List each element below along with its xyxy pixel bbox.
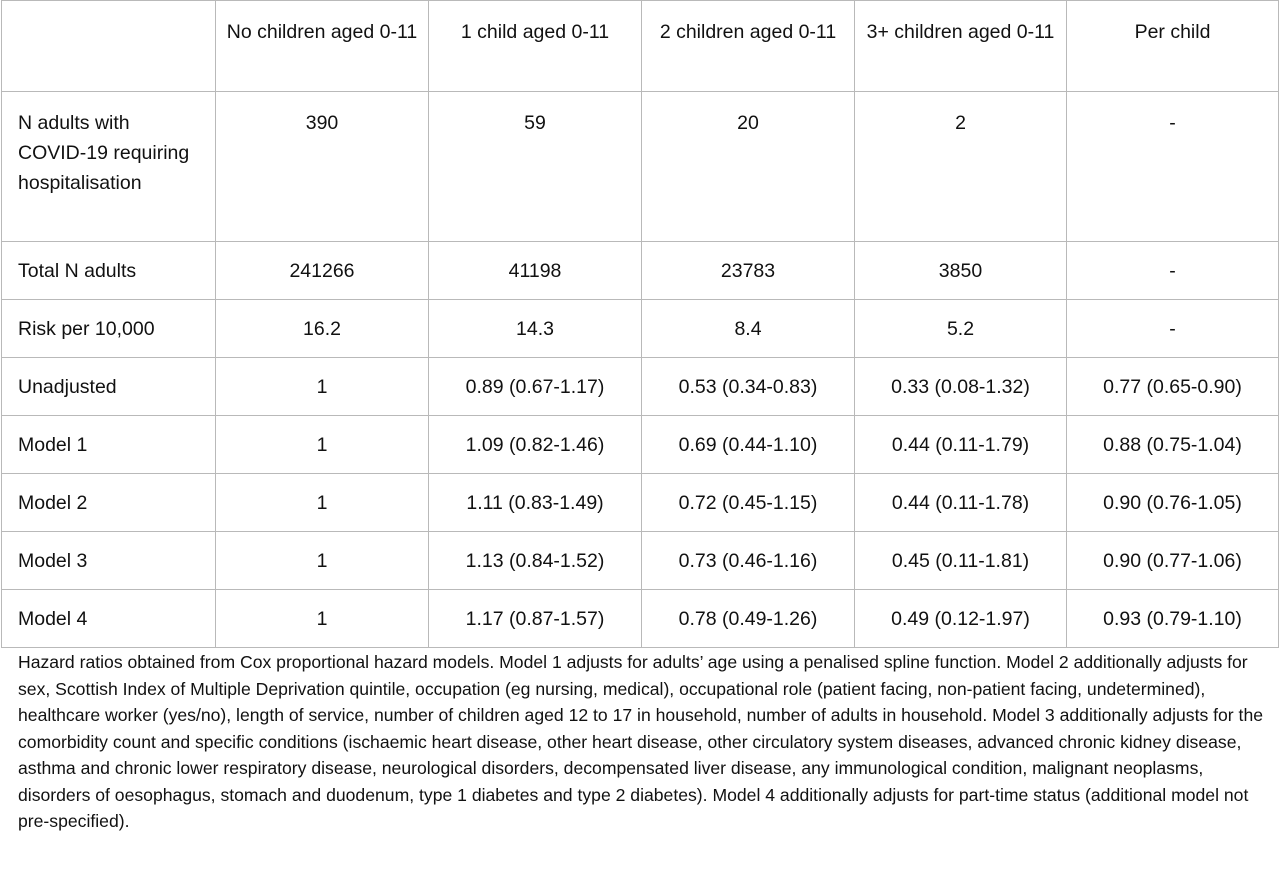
table-cell: 23783 — [642, 242, 855, 300]
table-cell: 8.4 — [642, 300, 855, 358]
table-cell: 0.93 (0.79-1.10) — [1067, 590, 1279, 648]
table-footnote: Hazard ratios obtained from Cox proportional hazard models. Model 1 adjusts for adults’ age using a penalised spline function. Model 2 additionally adjusts for sex, Scottish Index of Multiple Deprivation quintile, occupation (eg nursing, medical), occupational role (patient facing, non-patient facing, undetermined), healthcare worker (yes/no), length of service, number of children aged 12 to 17 in household, number of adults in household. Model 3 additionally adjusts for the comorbidity count and specific conditions (ischaemic heart disease, other heart disease, other circulatory system diseases, advanced chronic kidney disease, asthma and chronic lower respiratory disease, neurological disorders, decompensated liver disease, any immunological condition, malignant neoplasms, disorders of oesophagus, stomach and duodenum, type 1 diabetes and type 2 diabetes). Model 4 additionally adjusts for part-time status (additional model not pre-specified). — [18, 652, 1264, 831]
column-header-3-plus-children: 3+ children aged 0-11 — [855, 1, 1067, 92]
table-row — [2, 532, 1279, 590]
row-label: Model 2 — [2, 474, 216, 532]
table-cell: 1.11 (0.83-1.49) — [429, 474, 642, 532]
table-cell: 0.69 (0.44-1.10) — [642, 416, 855, 474]
table-cell: 0.33 (0.08-1.32) — [855, 358, 1067, 416]
column-header-no-children: No children aged 0-11 — [216, 1, 429, 92]
table-cell: 0.90 (0.77-1.06) — [1067, 532, 1279, 590]
row-label: Total N adults — [2, 242, 216, 300]
table-cell: 1.13 (0.84-1.52) — [429, 532, 642, 590]
table-cell: 1 — [216, 358, 429, 416]
row-label: N adults with COVID-19 requiring hospitalisation — [2, 92, 216, 242]
table-cell: - — [1067, 92, 1279, 242]
column-header-2-children: 2 children aged 0-11 — [642, 1, 855, 92]
table-cell: 2 — [855, 92, 1067, 242]
table-cell: 1 — [216, 590, 429, 648]
table-cell: 1.17 (0.87-1.57) — [429, 590, 642, 648]
table-cell: 1 — [216, 474, 429, 532]
table-cell: 0.44 (0.11-1.78) — [855, 474, 1067, 532]
table-cell: 1 — [216, 416, 429, 474]
table-cell: - — [1067, 300, 1279, 358]
table-row — [2, 474, 1279, 532]
table-cell: 16.2 — [216, 300, 429, 358]
table-row — [2, 358, 1279, 416]
table-cell: 0.45 (0.11-1.81) — [855, 532, 1067, 590]
table-cell: 41198 — [429, 242, 642, 300]
row-label: Unadjusted — [2, 358, 216, 416]
table-cell: 0.90 (0.76-1.05) — [1067, 474, 1279, 532]
table-cell: 59 — [429, 92, 642, 242]
table-row — [2, 590, 1279, 648]
table-cell: 0.72 (0.45-1.15) — [642, 474, 855, 532]
table-header-row — [2, 1, 1279, 92]
table-cell: 0.77 (0.65-0.90) — [1067, 358, 1279, 416]
table-cell: 0.53 (0.34-0.83) — [642, 358, 855, 416]
table-cell: 14.3 — [429, 300, 642, 358]
results-table — [1, 0, 1279, 648]
row-label: Model 4 — [2, 590, 216, 648]
table-cell: 0.89 (0.67-1.17) — [429, 358, 642, 416]
row-label: Model 3 — [2, 532, 216, 590]
table-row — [2, 416, 1279, 474]
table-row — [2, 92, 1279, 242]
table-cell: 5.2 — [855, 300, 1067, 358]
table-cell: 1.09 (0.82-1.46) — [429, 416, 642, 474]
table-row — [2, 300, 1279, 358]
table-cell: 3850 — [855, 242, 1067, 300]
column-header-blank — [2, 1, 216, 92]
table-cell: 0.44 (0.11-1.79) — [855, 416, 1067, 474]
table-row — [2, 242, 1279, 300]
table-cell: 390 — [216, 92, 429, 242]
table-cell: 0.78 (0.49-1.26) — [642, 590, 855, 648]
column-header-per-child: Per child — [1067, 1, 1279, 92]
table-cell: 0.73 (0.46-1.16) — [642, 532, 855, 590]
table-cell: 1 — [216, 532, 429, 590]
table-cell: 241266 — [216, 242, 429, 300]
table-cell: 0.49 (0.12-1.97) — [855, 590, 1067, 648]
column-header-1-child: 1 child aged 0-11 — [429, 1, 642, 92]
table-cell: - — [1067, 242, 1279, 300]
table-cell: 0.88 (0.75-1.04) — [1067, 416, 1279, 474]
table-cell: 20 — [642, 92, 855, 242]
row-label: Risk per 10,000 — [2, 300, 216, 358]
row-label: Model 1 — [2, 416, 216, 474]
